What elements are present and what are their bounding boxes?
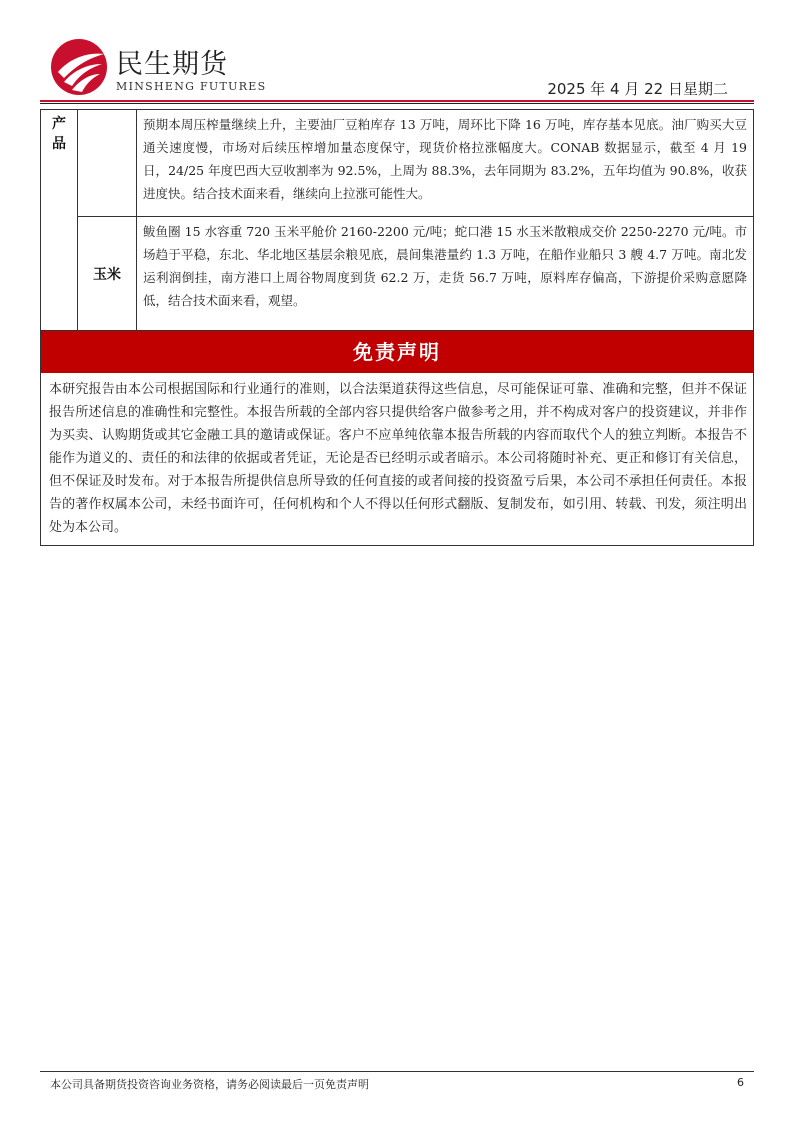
disclaimer-text: 本研究报告由本公司根据国际和行业通行的准则，以合法渠道获得这些信息，尽可能保证可靠、准确和完整，但并不保证报告所述信息的准确性和完整性。本报告所载的全部内容只提供给客户做参考之用，并不构成对客户的投资建议，并非作为买卖、认购期货或其它金融工具的邀请或保证。客户不应单纯依靠本报告所载的内容而取代个人的独立判断。本报告不能作为道义的、责任的和法律的依据或者凭证，无论是否已经明示或者暗示。本公司将随时补充、更正和修订有关信息，但不保证及时发布。对于本报告所提供信息所导致的任何直接的或者间接的投资盈亏后果，本公司不承担任何责任。本报告的著作权属本公司，未经书面许可，任何机构和个人不得以任何形式翻版、复制发布，如引用、转载、刊发，须注明出处为本公司。 [49,382,747,535]
footer-divider [40,1071,754,1072]
product-commentary: 鲅鱼圈 15 水容重 720 玉米平舱价 2160-2200 元/吨；蛇口港 15 水玉米散粮成交价 2250-2270 元/吨。市场趋于平稳，东北、华北地区基层余粮见底，晨间集港量约 1.3 万吨，在船作业船只 3 艘 4.7 万吨。南北发运利润倒挂，南方港口上周谷物周度到货 62.2 万，走货 56.7 万吨，原料库存偏高，下游提价采购意愿降低，结合技术面来看，观望。 [137,217,754,331]
footer-notice: 本公司具备期货投资咨询业务资格，请务必阅读最后一页免责声明 [50,1078,369,1091]
header-divider [40,100,754,102]
company-name-en: MINSHENG FUTURES [116,80,267,93]
disclaimer-section [40,330,754,546]
product-label-cell: 玉米 [78,217,137,331]
page-number: 6 [737,1076,744,1089]
product-commentary: 预期本周压榨量继续上升，主要油厂豆粕库存 13 万吨，周环比下降 16 万吨，库存基本见底。油厂购买大豆通关速度慢，市场对后续压榨增加量态度保守，现货价格拉涨幅度大。CONAB 数据显示，截至 4 月 19 日，24/25 年度巴西大豆收割率为 92.5%，上周为 88.3%，去年同期为 83.2%，五年均值为 90.8%，收获进度快。结合技术面来看，继续向上拉涨可能性大。 [137,110,754,217]
page-header [40,28,754,100]
table-row [41,217,754,331]
category-label: 产品 [52,116,66,152]
minsheng-logo-icon [50,38,108,96]
category-cell [41,110,78,331]
header-divider-thin [40,103,754,104]
product-label-cell [78,110,137,217]
disclaimer-title: 免责声明 [41,331,753,373]
table-row [41,110,754,217]
report-date: 2025 年 4 月 22 日星期二 [547,80,728,98]
commodity-table [40,109,754,331]
company-name-cn: 民生期货 [116,49,228,80]
